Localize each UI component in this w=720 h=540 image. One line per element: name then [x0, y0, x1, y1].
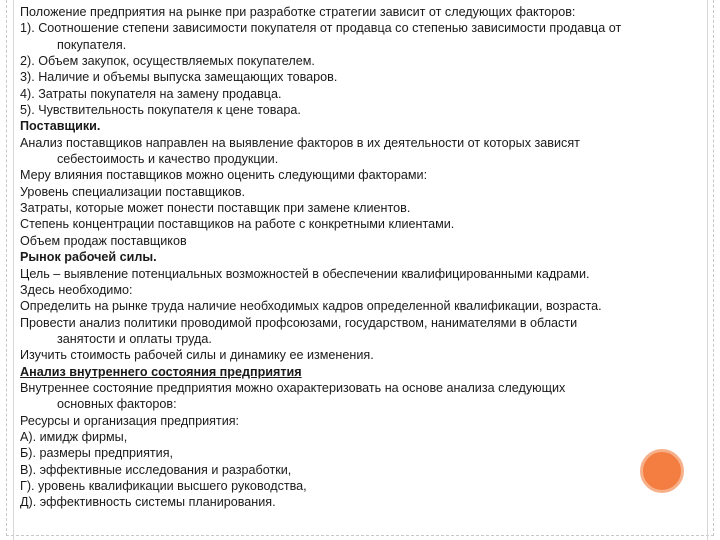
paragraph-line: 2). Объем закупок, осуществляемых покупателем. [20, 54, 315, 69]
paragraph-line: Положение предприятия на рынке при разработке стратегии зависит от следующих факторов: [20, 5, 576, 19]
paragraph-line: Поставщики. [20, 119, 101, 134]
paragraph-line: Внутреннее состояние предприятия можно охарактеризовать на основе анализа следующих [20, 380, 566, 395]
paragraph [20, 233, 696, 249]
paragraph [20, 102, 696, 118]
paragraph [20, 20, 696, 53]
paragraph-line: Определить на рынке труда наличие необходимых кадров определенной квалификации, возраста. [20, 299, 602, 314]
paragraph [20, 298, 696, 314]
paragraph-line: Объем продаж поставщиков [20, 233, 187, 248]
paragraph [20, 364, 696, 380]
paragraph [20, 53, 696, 69]
paragraph [20, 4, 696, 20]
paragraph-line: А). имидж фирмы, [20, 429, 128, 444]
paragraph [20, 266, 696, 282]
paragraph [20, 282, 696, 298]
paragraph-line: Рынок рабочей силы. [20, 250, 157, 265]
paragraph-line: 4). Затраты покупателя на замену продавца. [20, 86, 282, 101]
paragraph-line: В). эффективные исследования и разработки, [20, 462, 292, 477]
paragraph-line: Здесь необходимо: [20, 282, 133, 297]
paragraph-continuation-line: себестоимость и качество продукции. [57, 152, 279, 167]
paragraph [20, 429, 696, 445]
paragraph-line: Анализ внутреннего состояния предприятия [20, 364, 302, 379]
paragraph-line: Г). уровень квалификации высшего руководства, [20, 478, 307, 493]
paragraph-continuation-line: покупателя. [57, 37, 127, 52]
paragraph [20, 135, 696, 168]
paragraph-line: Степень концентрации поставщиков на работе с конкретными клиентами. [20, 217, 455, 232]
paragraph-continuation-line: занятости и оплаты труда. [57, 331, 212, 346]
paragraph-line: Анализ поставщиков направлен на выявление факторов в их деятельности от которых зависят [20, 135, 580, 150]
paragraph-line: 5). Чувствительность покупателя к цене товара. [20, 103, 301, 118]
paragraph [20, 494, 696, 510]
paragraph-line: Затраты, которые может понести поставщик при замене клиентов. [20, 201, 411, 216]
slide-text-body [20, 4, 696, 511]
paragraph [20, 200, 696, 216]
paragraph-line: Уровень специализации поставщиков. [20, 184, 246, 199]
decorative-orange-circle [640, 449, 684, 493]
paragraph-line: Меру влияния поставщиков можно оценить следующими факторами: [20, 168, 428, 183]
paragraph-line: Д). эффективность системы планирования. [20, 495, 276, 510]
paragraph [20, 184, 696, 200]
paragraph-line: 1). Соотношение степени зависимости покупателя от продавца со степенью зависимости продавца от [20, 21, 622, 36]
paragraph [20, 118, 696, 134]
paragraph [20, 347, 696, 363]
paragraph-line: Провести анализ политики проводимой профсоюзами, государством, нанимателями в области [20, 315, 578, 330]
paragraph-line: Б). размеры предприятия, [20, 446, 174, 461]
left-margin-rule [13, 0, 14, 540]
paragraph [20, 69, 696, 85]
paragraph [20, 478, 696, 494]
paragraph [20, 413, 696, 429]
paragraph-line: Ресурсы и организация предприятия: [20, 413, 240, 428]
paragraph-line: Цель – выявление потенциальных возможностей в обеспечении квалифицированными кадрами. [20, 266, 590, 281]
paragraph [20, 315, 696, 348]
paragraph [20, 86, 696, 102]
paragraph [20, 167, 696, 183]
paragraph [20, 380, 696, 413]
paragraph-continuation-line: основных факторов: [57, 397, 177, 412]
paragraph [20, 249, 696, 265]
right-margin-rule [707, 0, 708, 540]
paragraph [20, 462, 696, 478]
paragraph-line: Изучить стоимость рабочей силы и динамику ее изменения. [20, 348, 374, 363]
paragraph [20, 445, 696, 461]
paragraph [20, 216, 696, 232]
paragraph-line: 3). Наличие и объемы выпуска замещающих товаров. [20, 70, 338, 85]
